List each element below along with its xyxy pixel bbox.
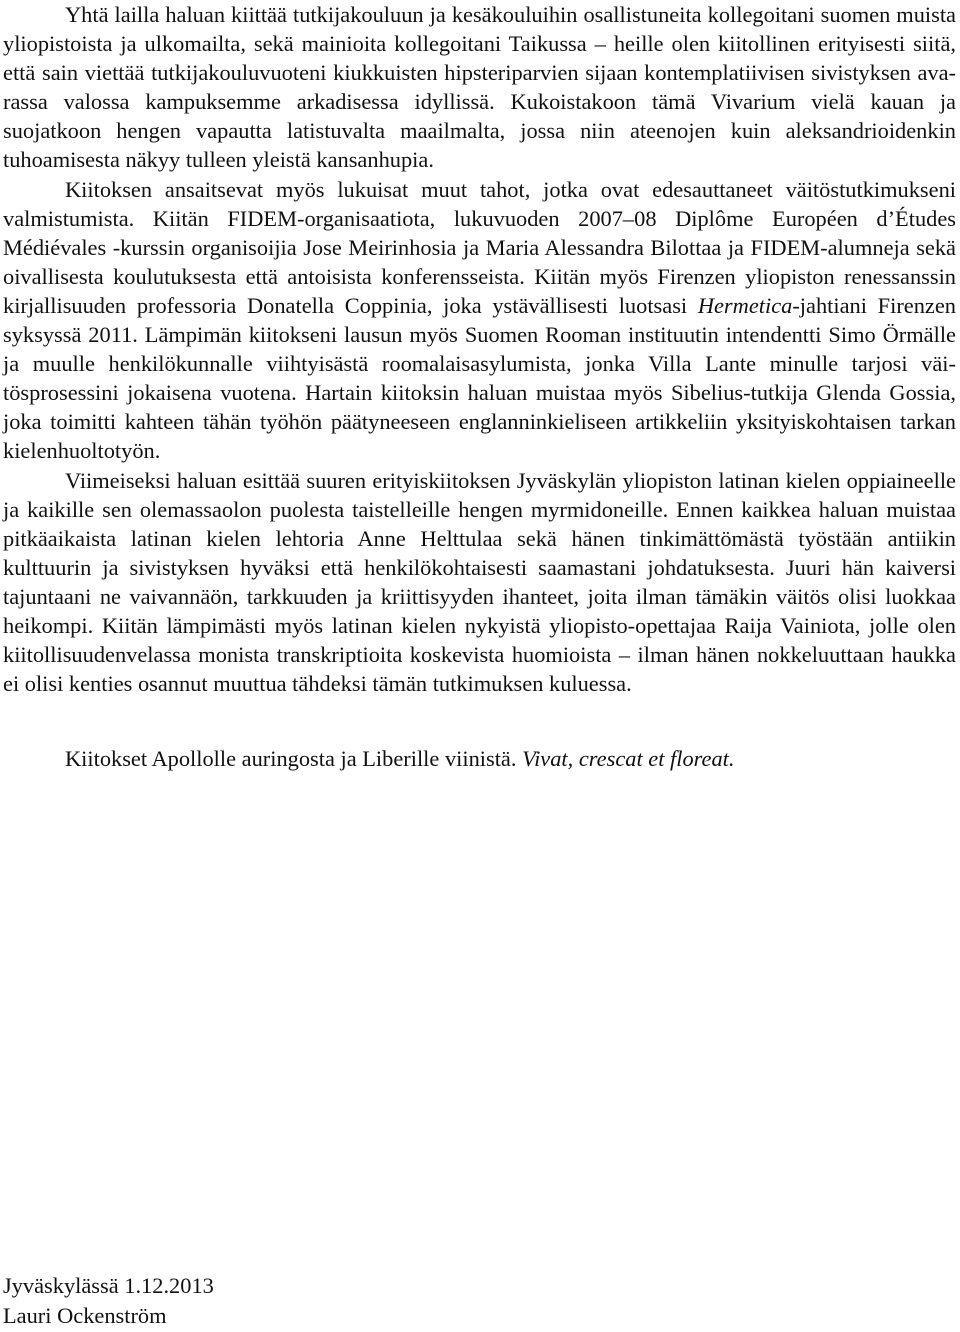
paragraph-2-text-a: Kiitoksen ansaitsevat myös lukuisat muut tahot, jotka ovat edesauttaneet väitöstutkimukseni valmistumista. Kiitän FIDEM-organisaatiota, lukuvuoden 2007–08 Diplôme Européen d’Études Médiévales -kurssin organisoijia Jose Meirinhosia ja Maria Alessandra Bilottaa ja FIDEM-alumneja sekä oivallisesta koulutuksesta että antoisista konferensseista. Kiitän myös Firenzen yliopiston renessanssin kirjallisuuden professoria Donatella Coppinia, joka ystävällisesti luotsasi (3, 176, 956, 318)
paragraph-2-italic-title: Hermetica (697, 292, 793, 318)
paragraph-1-text: Yhtä lailla haluan kiittää tutkijakouluun ja kesäkouluihin osallistuneita kollegoitani suomen muista yliopistoista ja ulkomailta, sekä mainioita kollegoitani Taikussa – heille olen kiitollinen erityisesti siitä, että sain viettää tutkijakouluvuoteni kiukkuisten hipsteriparvien sijaan kontemplatiivisen sivistyksen avarassa valossa kampuksemme arkadisessa idyllissä. Kukoistakoon tämä Vivarium vielä kauan ja suojatkoon hengen vapautta latistuvalta maailmalta, jossa niin ateenojen kuin aleksandrioidenkin tuhoamisesta näkyy tulleen yleistä kansanhupia. (3, 2, 956, 173)
signature-name: Lauri Ockenström (3, 1302, 167, 1328)
paragraph-2-text-b: -jahtiani Firenzen syksyssä 2011. Lämpimän kiitokseni lausun myös Suomen Rooman instituutin intendentti Simo Örmälle ja muulle henkilökunnalle viihtyisästä roomalaisasylumista, jonka Villa Lante minulle tarjosi väitösprosessini jokaisena vuotena. Hartain kiitoksin haluan muistaa myös Sibelius-tutkija Glenda Gossia, joka toimitti kahteen tähän työhön päätyneeseen englanninkieliseen artikkeliin yksityiskohtaisen tarkan kielenhuoltotyön. (3, 292, 956, 464)
paragraph-2 (3, 175, 956, 466)
document-body (3, 0, 956, 796)
paragraph-3-text: Viimeiseksi haluan esittää suuren erityiskiitoksen Jyväskylän yliopiston latinan kielen oppiaineelle ja kaikille sen olemassaolon puolesta taistelleille hengen myrmidoneille. Ennen kaikkea haluan muistaa pitkäaikaista latinan kielen lehtoria Anne Helttulaa sekä hänen tinkimättömästä työstään antiikin kulttuurin ja sivistyksen hyväksi että henkilökohtaisesti saamastani johdatuksesta. Juuri hän kaiversi tajuntaani ne vaivannäön, tarkkuuden ja kriittisyyden ihanteet, joita ilman tämäkin väitös olisi luokkaa heikompi. Kiitän lämpimästi myös latinan kielen nykyistä yliopisto-opettajaa Raija Vainiota, jolle olen kiitollisuudenvelassa monista transkriptioita koskevista huomioista – ilman hänen nokkeluuttaan haukka ei olisi kenties osannut muuttua tähdeksi tämän tutkimuksen kuluessa. (3, 467, 956, 697)
closing-line (3, 744, 956, 773)
paragraph-1 (3, 0, 956, 175)
closing-italic-motto: Vivat, crescat et floreat. (522, 746, 735, 772)
paragraph-3 (3, 466, 956, 699)
signature-place-date: Jyväskylässä 1.12.2013 (3, 1273, 214, 1298)
signature-block (3, 1271, 214, 1330)
closing-regular-text: Kiitokset Apollolle auringosta ja Liberille viinistä. (65, 746, 523, 772)
